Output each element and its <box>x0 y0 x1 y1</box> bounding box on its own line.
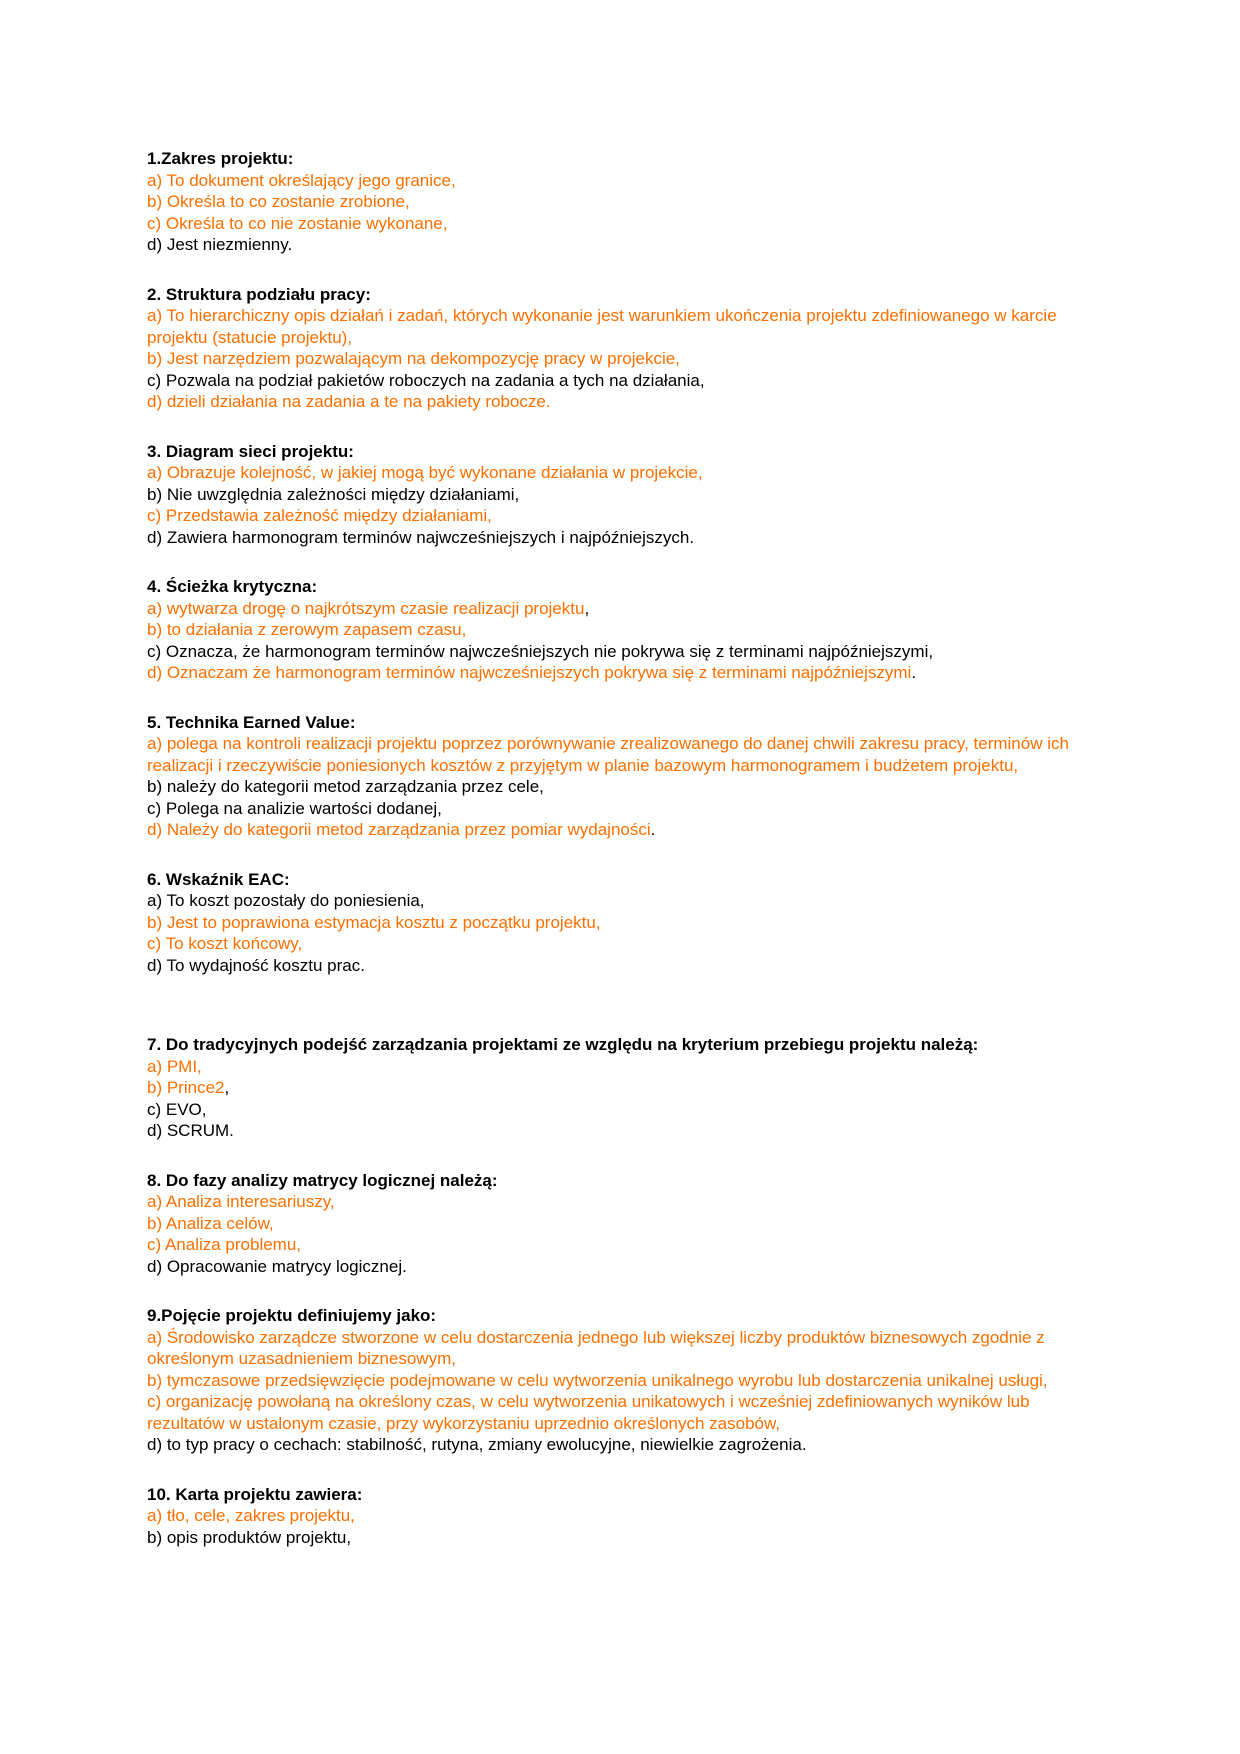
question-title: 4. Ścieżka krytyczna: <box>147 577 318 596</box>
answer-option-marked <box>147 170 1107 192</box>
answer-option-marked <box>147 462 1107 484</box>
answer-option-marked <box>147 1370 1107 1392</box>
answer-option <box>147 955 1107 977</box>
answer-option <box>147 527 1107 549</box>
answer-option <box>147 484 1107 506</box>
question-title: 7. Do tradycyjnych podejść zarządzania projektami ze względu na kryterium przebiegu projektu należą: <box>147 1035 979 1054</box>
answer-option-marked <box>147 619 1107 641</box>
question-block <box>147 869 1107 977</box>
answer-text: c) To koszt końcowy, <box>147 934 303 953</box>
answer-text: b) Określa to co zostanie zrobione, <box>147 192 410 211</box>
answer-option-marked <box>147 1327 1107 1370</box>
answer-text: c) Pozwala na podział pakietów roboczych na zadania a tych na działania, <box>147 370 705 390</box>
answer-option <box>147 798 1107 820</box>
question-title: 8. Do fazy analizy matrycy logicznej należą: <box>147 1170 498 1190</box>
answer-option-marked <box>147 1056 1107 1078</box>
answer-text: c) organizację powołaną na określony czas, w celu wytworzenia unikatowych i wcześniej zdefiniowanych wyników lub rezultatów w ustalonym czasie, przy wykorzystaniu uprzednio określonych zasobów, <box>147 1392 1030 1433</box>
question-title: 9.Pojęcie projektu definiujemy jako: <box>147 1306 437 1325</box>
answer-text: b) należy do kategorii metod zarządzania przez cele, <box>147 777 544 796</box>
answer-text: a) To koszt pozostały do poniesienia, <box>147 891 425 910</box>
question-title: 2. Struktura podziału pracy: <box>147 284 371 304</box>
answer-text: b) to działania z zerowym zapasem czasu, <box>147 620 467 639</box>
answer-punctuation: . <box>911 663 917 682</box>
answer-option <box>147 370 1107 392</box>
answer-text: c) Analiza problemu, <box>147 1235 302 1254</box>
answer-option-marked <box>147 1391 1107 1434</box>
answer-option-marked <box>147 598 1107 620</box>
answer-text: a) To dokument określający jego granice, <box>147 170 456 190</box>
answer-option-marked <box>147 305 1107 348</box>
answer-punctuation: . <box>650 820 656 839</box>
answer-text: c) EVO, <box>147 1099 207 1119</box>
question-title: 1.Zakres projektu: <box>147 149 294 168</box>
answer-option <box>147 1434 1107 1456</box>
question-block <box>147 284 1107 413</box>
answer-option-marked <box>147 505 1107 527</box>
answer-text: c) Polega na analizie wartości dodanej, <box>147 798 442 818</box>
answer-option <box>147 1120 1107 1142</box>
answer-option <box>147 1099 1107 1121</box>
answer-text: d) Należy do kategorii metod zarządzania przez pomiar wydajności <box>147 820 651 839</box>
answer-option-marked <box>147 819 1107 841</box>
answer-option <box>147 1256 1107 1278</box>
answer-text: d) Zawiera harmonogram terminów najwcześniejszych i najpóźniejszych. <box>147 527 695 547</box>
answer-text: b) Nie uwzględnia zależności między działaniami, <box>147 484 520 504</box>
answer-option-marked <box>147 348 1107 370</box>
question-block <box>147 1484 1107 1549</box>
answer-text: a) Obrazuje kolejność, w jakiej mogą być wykonane działania w projekcie, <box>147 463 703 482</box>
answer-option-marked <box>147 1213 1107 1235</box>
question-block <box>147 1170 1107 1278</box>
answer-text: a) Analiza interesariuszy, <box>147 1192 335 1211</box>
answer-text: d) Oznaczam że harmonogram terminów najwcześniejszych pokrywa się z terminami najpóźniejszymi <box>147 663 912 682</box>
question-block <box>147 148 1107 256</box>
question-block <box>147 712 1107 841</box>
answer-option-marked <box>147 1191 1107 1213</box>
answer-text: b) Prince2 <box>147 1078 225 1097</box>
answer-text: a) wytwarza drogę o najkrótszym czasie realizacji projektu <box>147 598 585 618</box>
answer-text: c) Przedstawia zależność między działaniami, <box>147 506 492 525</box>
answer-text: a) To hierarchiczny opis działań i zadań, których wykonanie jest warunkiem ukończenia projektu zdefiniowanego w karcie projektu (statucie projektu), <box>147 306 1057 347</box>
question-block <box>147 1034 1107 1142</box>
answer-text: c) Oznacza, że harmonogram terminów najwcześniejszych nie pokrywa się z terminami najpóźniejszymi, <box>147 641 934 661</box>
question-title: 3. Diagram sieci projektu: <box>147 441 354 461</box>
answer-text: b) Jest narzędziem pozwalającym na dekompozycję pracy w projekcie, <box>147 349 680 368</box>
answer-punctuation: , <box>584 598 590 618</box>
answer-option <box>147 890 1107 912</box>
answer-punctuation: , <box>224 1078 230 1097</box>
answer-option-marked <box>147 391 1107 413</box>
answer-text: b) opis produktów projektu, <box>147 1527 352 1547</box>
answer-text: d) dzieli działania na zadania a te na pakiety robocze. <box>147 392 551 411</box>
answer-option-marked <box>147 1077 1107 1099</box>
answer-option-marked <box>147 912 1107 934</box>
answer-option-marked <box>147 1505 1107 1527</box>
answer-option <box>147 776 1107 798</box>
answer-option-marked <box>147 213 1107 235</box>
answer-text: d) To wydajność kosztu prac. <box>147 955 365 975</box>
answer-option-marked <box>147 662 1107 684</box>
answer-text: a) tło, cele, zakres projektu, <box>147 1506 355 1525</box>
answer-option-marked <box>147 191 1107 213</box>
question-title: 6. Wskaźnik EAC: <box>147 869 290 889</box>
answer-option-marked <box>147 933 1107 955</box>
answer-option-marked <box>147 1234 1107 1256</box>
answer-text: a) polega na kontroli realizacji projektu poprzez porównywanie zrealizowanego do danej chwili zakresu pracy, terminów ich realizacji i rzeczywiście poniesionych kosztów z przyjętym w planie bazowym harmonogramem i budżetem projektu, <box>147 734 1069 775</box>
question-title: 10. Karta projektu zawiera: <box>147 1484 363 1504</box>
question-block <box>147 1305 1107 1456</box>
answer-text: d) Opracowanie matrycy logicznej. <box>147 1256 407 1276</box>
answer-text: a) Środowisko zarządcze stworzone w celu dostarczenia jednego lub większej liczby produktów biznesowych zgodnie z określonym uzasadnieniem biznesowym, <box>147 1327 1045 1368</box>
answer-option <box>147 641 1107 663</box>
answer-option <box>147 1527 1107 1549</box>
answer-text: d) SCRUM. <box>147 1121 234 1140</box>
answer-text: a) PMI, <box>147 1056 202 1076</box>
answer-text: b) tymczasowe przedsięwzięcie podejmowane w celu wytworzenia unikalnego wyrobu lub dostarczenia unikalnej usługi, <box>147 1370 1048 1390</box>
answer-text: d) Jest niezmienny. <box>147 235 293 254</box>
answer-text: b) Analiza celów, <box>147 1213 274 1233</box>
answer-text: c) Określa to co nie zostanie wykonane, <box>147 213 448 233</box>
document-page <box>147 148 1107 1576</box>
question-title: 5. Technika Earned Value: <box>147 712 356 732</box>
answer-option <box>147 234 1107 256</box>
question-block <box>147 576 1107 684</box>
question-block <box>147 441 1107 549</box>
answer-text: b) Jest to poprawiona estymacja kosztu z początku projektu, <box>147 912 601 932</box>
answer-text: d) to typ pracy o cechach: stabilność, rutyna, zmiany ewolucyjne, niewielkie zagrożenia. <box>147 1435 807 1454</box>
answer-option-marked <box>147 733 1107 776</box>
